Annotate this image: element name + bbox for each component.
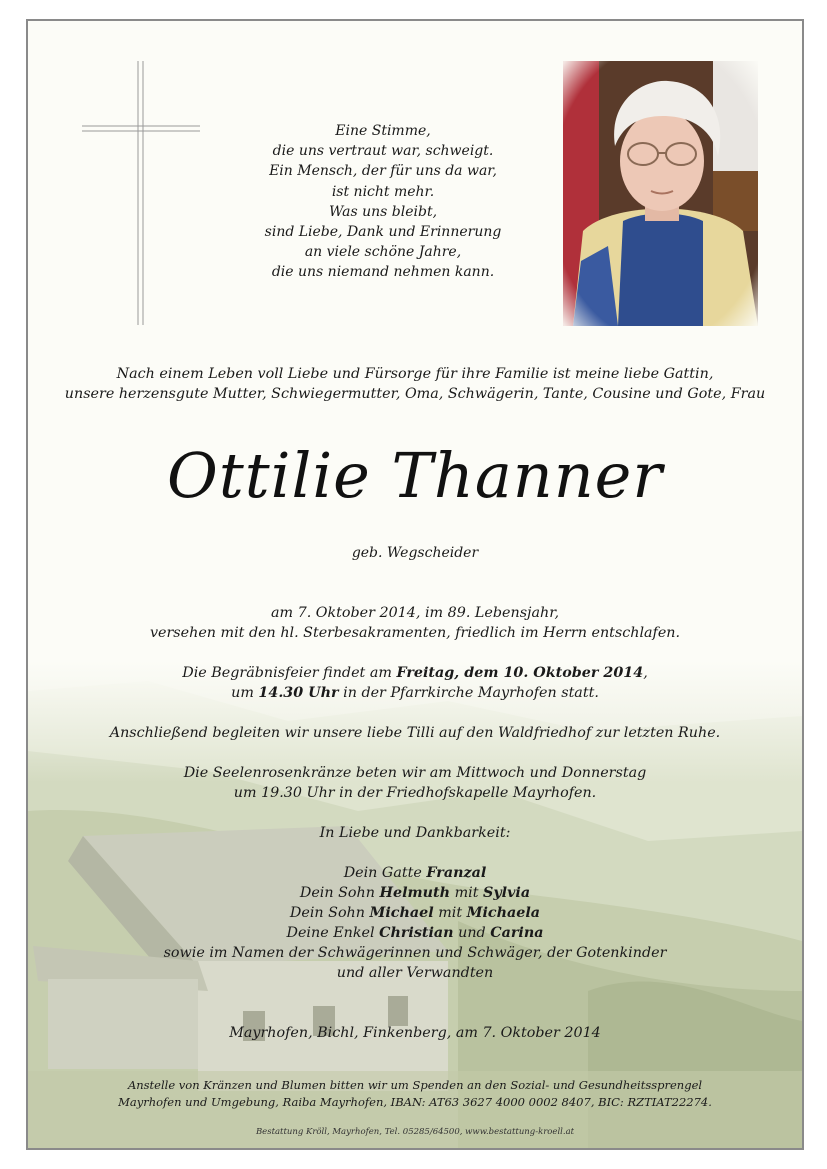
donation-notice: Anstelle von Kränzen und Blumen bitten wir um Spenden an den Sozial- und Gesundheitssprengel Mayrhofen und Umgebung, Raiba Mayrhofen, IBAN: AT63 3627 4000 0002 8407, BIC: RZTIAT22274. — [118, 1078, 712, 1109]
place-date: Mayrhofen, Bichl, Finkenberg, am 7. Oktober 2014 — [229, 1025, 601, 1041]
intro-text — [28, 364, 802, 404]
birth-name: geb. Wegscheider — [351, 545, 479, 561]
poem-line: die uns niemand nehmen kann. — [271, 264, 495, 281]
poem-line: Eine Stimme, — [335, 123, 431, 139]
cross-icon — [80, 59, 202, 329]
portrait-photo — [563, 61, 758, 326]
memorial-poem — [233, 121, 533, 283]
mourner-line: sowie im Namen der Schwägerinnen und Schwäger, der Gotenkinder — [163, 945, 667, 961]
poem-line: Was uns bleibt, — [328, 203, 438, 220]
mourners-list — [28, 863, 802, 983]
intro-line: Nach einem Leben voll Liebe und Fürsorge für ihre Familie ist meine liebe Gattin, — [116, 366, 714, 382]
burial-notice: Anschließend begleiten wir unsere liebe Tilli auf den Waldfriedhof zur letzten Ruhe. — [109, 725, 721, 741]
deceased-name: Ottilie Thanner — [167, 439, 663, 512]
poem-line: Ein Mensch, der für uns da war, — [269, 163, 497, 180]
mourner-line: Dein Sohn Helmuth mit Sylvia — [299, 885, 531, 901]
death-line: am 7. Oktober 2014, im 89. Lebensjahr, — [270, 605, 560, 621]
poem-line: sind Liebe, Dank und Erinnerung — [264, 224, 502, 241]
mourner-line: und aller Verwandten — [336, 965, 494, 981]
gratitude-line: In Liebe und Dankbarkeit: — [319, 825, 511, 841]
rosary-notice: Die Seelenrosenkränze beten wir am Mittwoch und Donnerstag um 19.30 Uhr in der Friedhofskapelle Mayrhofen. — [183, 765, 647, 801]
mourner-line: Dein Gatte Franzal — [343, 865, 487, 881]
mourner-line: Dein Sohn Michael mit Michaela — [289, 905, 541, 921]
obituary-card — [26, 19, 804, 1150]
poem-line: ist nicht mehr. — [331, 183, 435, 200]
funeral-notice — [28, 663, 802, 703]
undertaker-footer: Bestattung Kröll, Mayrhofen, Tel. 05285/64500, www.bestattung-kroell.at — [255, 1127, 575, 1137]
funeral-line: Die Begräbnisfeier findet am Freitag, dem 10. Oktober 2014, — [182, 665, 648, 681]
intro-line: unsere herzensgute Mutter, Schwiegermutter, Oma, Schwägerin, Tante, Cousine und Gote, Frau — [64, 386, 766, 402]
death-notice — [28, 603, 802, 643]
death-line: versehen mit den hl. Sterbesakramenten, friedlich im Herrn entschlafen. — [149, 625, 681, 641]
poem-line: die uns vertraut war, schweigt. — [272, 143, 494, 160]
poem-line: an viele schöne Jahre, — [304, 244, 462, 261]
mourner-line: Deine Enkel Christian und Carina — [286, 925, 544, 941]
funeral-line: um 14.30 Uhr in der Pfarrkirche Mayrhofen statt. — [231, 685, 599, 701]
